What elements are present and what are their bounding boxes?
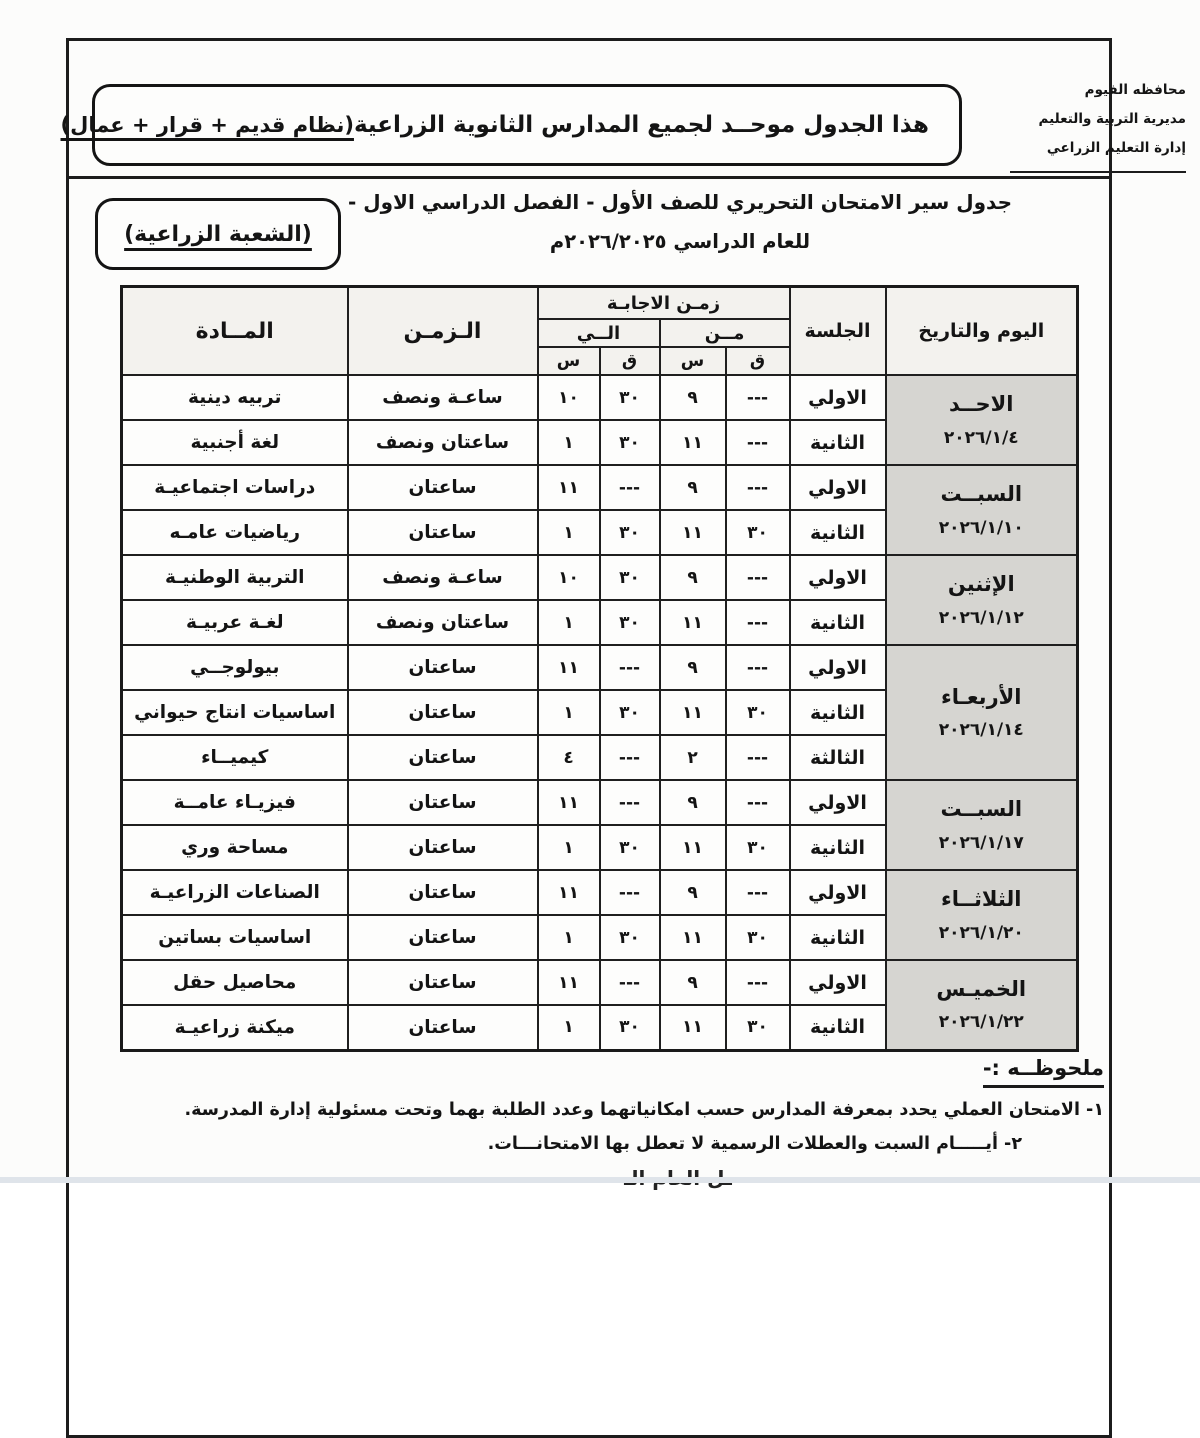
- session-cell: الثانية: [790, 510, 886, 555]
- notes-section: [94, 1056, 1104, 1154]
- day-date: ٢٠٢٦/١/٢٢: [938, 1012, 1024, 1033]
- day-name: الخميـس: [936, 977, 1027, 1002]
- duration-cell: ساعـة ونصف: [348, 555, 538, 600]
- note-item-2: ٢- أيـــــام السبت والعطلات الرسمية لا تعطل بها الامتحانـــات.: [487, 1134, 1022, 1154]
- session-cell: الثانية: [790, 1005, 886, 1050]
- header-from-hours: س: [660, 347, 726, 375]
- subject-cell: لغة أجنبية: [122, 420, 348, 465]
- table-row: [122, 780, 1078, 825]
- day-name: الإثنين: [947, 572, 1015, 597]
- session-cell: الثالثة: [790, 735, 886, 780]
- day-date-cell: [886, 555, 1078, 645]
- day-date-cell: [886, 870, 1078, 960]
- to-hours-cell: ١١: [538, 780, 600, 825]
- to-minutes-cell: ٣٠: [600, 690, 660, 735]
- from-hours-cell: ٩: [660, 375, 726, 420]
- subject-cell: اساسيات بساتين: [122, 915, 348, 960]
- from-minutes-cell: ---: [726, 780, 790, 825]
- to-minutes-cell: ---: [600, 645, 660, 690]
- to-hours-cell: ١١: [538, 960, 600, 1005]
- to-hours-cell: ١١: [538, 870, 600, 915]
- to-hours-cell: ١٠: [538, 555, 600, 600]
- from-minutes-cell: ---: [726, 600, 790, 645]
- to-minutes-cell: ٣٠: [600, 375, 660, 420]
- header-to: الــي: [538, 319, 660, 347]
- duration-cell: ساعتان: [348, 645, 538, 690]
- to-minutes-cell: ٣٠: [600, 510, 660, 555]
- subject-cell: تربيه دينية: [122, 375, 348, 420]
- from-hours-cell: ٩: [660, 555, 726, 600]
- from-hours-cell: ١١: [660, 420, 726, 465]
- cutoff-text-fragment: [548, 1166, 808, 1177]
- day-name: السبــت: [940, 482, 1023, 507]
- to-hours-cell: ١: [538, 600, 600, 645]
- subject-cell: اساسيات انتاج حيواني: [122, 690, 348, 735]
- session-cell: الاولي: [790, 960, 886, 1005]
- exam-schedule-table: [120, 285, 1079, 1052]
- to-minutes-cell: ٣٠: [600, 600, 660, 645]
- from-minutes-cell: ٣٠: [726, 510, 790, 555]
- day-date-cell: [886, 645, 1078, 780]
- table-row: [122, 960, 1078, 1005]
- to-hours-cell: ١: [538, 420, 600, 465]
- to-hours-cell: ٤: [538, 735, 600, 780]
- subject-cell: رياضيات عامـه: [122, 510, 348, 555]
- banner-title: هذا الجدول موحــد لجميع المدارس الثانوية الزراعية: [353, 112, 929, 138]
- from-minutes-cell: ---: [726, 375, 790, 420]
- subject-cell: دراسات اجتماعيـة: [122, 465, 348, 510]
- header-answer-time: زمـن الاجابـة: [538, 287, 790, 320]
- table-row: [122, 870, 1078, 915]
- session-cell: الاولي: [790, 555, 886, 600]
- session-cell: الثانية: [790, 915, 886, 960]
- day-date: ٢٠٢٦/١/٢٠: [938, 922, 1024, 943]
- duration-cell: ساعتان: [348, 915, 538, 960]
- session-cell: الاولي: [790, 375, 886, 420]
- schedule-table-body: [122, 375, 1078, 1050]
- day-date-cell: [886, 960, 1078, 1050]
- section-badge: [95, 198, 341, 270]
- session-cell: الثانية: [790, 825, 886, 870]
- from-hours-cell: ١١: [660, 915, 726, 960]
- document-subtitle: [330, 190, 1030, 253]
- to-minutes-cell: ---: [600, 735, 660, 780]
- from-hours-cell: ١١: [660, 600, 726, 645]
- session-cell: الاولي: [790, 465, 886, 510]
- notes-title: ملحوظــه :-: [983, 1056, 1104, 1088]
- duration-cell: ساعتان: [348, 735, 538, 780]
- from-hours-cell: ٢: [660, 735, 726, 780]
- session-cell: الاولي: [790, 645, 886, 690]
- table-row: [122, 555, 1078, 600]
- from-minutes-cell: ---: [726, 645, 790, 690]
- header-from-minutes: ق: [726, 347, 790, 375]
- to-hours-cell: ١٠: [538, 375, 600, 420]
- from-minutes-cell: ٣٠: [726, 1005, 790, 1050]
- day-date: ٢٠٢٦/١/١٠: [938, 517, 1024, 538]
- duration-cell: ساعتان: [348, 1005, 538, 1050]
- duration-cell: ساعتان: [348, 960, 538, 1005]
- duration-cell: ساعتان: [348, 690, 538, 735]
- exam-schedule-title: جدول سير الامتحان التحريري للصف الأول - الفصل الدراسي الاول -: [348, 190, 1012, 214]
- day-name: الثلاثــاء: [941, 887, 1022, 912]
- title-banner: [60, 84, 962, 166]
- to-minutes-cell: ٣٠: [600, 420, 660, 465]
- from-minutes-cell: ---: [726, 735, 790, 780]
- day-date: ٢٠٢٦/١/١٢: [938, 607, 1024, 628]
- table-row: [122, 375, 1078, 420]
- session-cell: الاولي: [790, 870, 886, 915]
- subject-cell: ميكنة زراعيـة: [122, 1005, 348, 1050]
- duration-cell: ساعتان: [348, 465, 538, 510]
- day-date-cell: [886, 780, 1078, 870]
- header-divider-line: [66, 176, 1112, 179]
- header-to-minutes: ق: [600, 347, 660, 375]
- duration-cell: ساعـة ونصف: [348, 375, 538, 420]
- from-hours-cell: ١١: [660, 825, 726, 870]
- banner-system-note: (نظام قديم + قرار + عمال): [60, 113, 354, 137]
- duration-cell: ساعتان: [348, 510, 538, 555]
- day-name: الاحــد: [949, 392, 1014, 417]
- to-hours-cell: ١: [538, 510, 600, 555]
- from-hours-cell: ١١: [660, 690, 726, 735]
- session-cell: الثانية: [790, 600, 886, 645]
- session-cell: الاولي: [790, 780, 886, 825]
- subject-cell: كيميــاء: [122, 735, 348, 780]
- from-minutes-cell: ---: [726, 465, 790, 510]
- subject-cell: مساحة وري: [122, 825, 348, 870]
- to-hours-cell: ١: [538, 915, 600, 960]
- day-date: ٢٠٢٦/١/١٧: [938, 832, 1024, 853]
- table-header: [122, 287, 1078, 376]
- to-minutes-cell: ٣٠: [600, 1005, 660, 1050]
- from-hours-cell: ٩: [660, 645, 726, 690]
- header-subject: المــادة: [122, 287, 348, 376]
- from-minutes-cell: ---: [726, 555, 790, 600]
- to-hours-cell: ١: [538, 825, 600, 870]
- letterhead-department: إدارة التعليم الزراعي: [1046, 140, 1186, 157]
- duration-cell: ساعتان: [348, 780, 538, 825]
- subject-cell: الصناعات الزراعيـة: [122, 870, 348, 915]
- to-minutes-cell: ---: [600, 465, 660, 510]
- section-badge-label: (الشعبة الزراعية): [124, 221, 312, 247]
- from-minutes-cell: ---: [726, 960, 790, 1005]
- day-date: ٢٠٢٦/١/١٤: [938, 720, 1024, 741]
- from-minutes-cell: ٣٠: [726, 825, 790, 870]
- letterhead-governorate: محافظه الفيوم: [1084, 82, 1186, 98]
- day-name: السبــت: [940, 797, 1023, 822]
- from-hours-cell: ٩: [660, 960, 726, 1005]
- to-minutes-cell: ٣٠: [600, 825, 660, 870]
- to-minutes-cell: ٣٠: [600, 555, 660, 600]
- from-minutes-cell: ---: [726, 870, 790, 915]
- duration-cell: ساعتان: [348, 870, 538, 915]
- header-from: مــن: [660, 319, 790, 347]
- from-hours-cell: ١١: [660, 1005, 726, 1050]
- academic-year: للعام الدراسي ٢٠٢٦/٢٠٢٥م: [549, 230, 811, 253]
- subject-cell: التربية الوطنيـة: [122, 555, 348, 600]
- day-date-cell: [886, 465, 1078, 555]
- from-minutes-cell: ---: [726, 420, 790, 465]
- from-hours-cell: ١١: [660, 510, 726, 555]
- from-hours-cell: ٩: [660, 465, 726, 510]
- letterhead-directorate: مديرية التربية والتعليم: [1038, 111, 1186, 128]
- scan-edge-strip: [0, 1177, 1200, 1183]
- from-hours-cell: ٩: [660, 870, 726, 915]
- day-date-cell: [886, 375, 1078, 465]
- duration-cell: ساعتان ونصف: [348, 420, 538, 465]
- subject-cell: محاصيل حقل: [122, 960, 348, 1005]
- session-cell: الثانية: [790, 420, 886, 465]
- note-item-1: ١- الامتحان العملي يحدد بمعرفة المدارس حسب امكانياتهما وعدد الطلبة بهما وتحت مسئولية إدارة المدرسة.: [184, 1100, 1104, 1120]
- from-hours-cell: ٩: [660, 780, 726, 825]
- header-day-date: اليوم والتاريخ: [886, 287, 1078, 376]
- table-row: [122, 465, 1078, 510]
- to-minutes-cell: ---: [600, 780, 660, 825]
- subject-cell: بيولوجــي: [122, 645, 348, 690]
- from-minutes-cell: ٣٠: [726, 915, 790, 960]
- table-row: [122, 645, 1078, 690]
- to-hours-cell: ١: [538, 690, 600, 735]
- duration-cell: ساعتان: [348, 825, 538, 870]
- from-minutes-cell: ٣٠: [726, 690, 790, 735]
- day-name: الأربعـاء: [941, 684, 1022, 709]
- letterhead: [1010, 76, 1186, 173]
- to-minutes-cell: ٣٠: [600, 915, 660, 960]
- to-hours-cell: ١: [538, 1005, 600, 1050]
- to-hours-cell: ١١: [538, 465, 600, 510]
- subject-cell: فيزيـاء عامــة: [122, 780, 348, 825]
- day-date: ٢٠٢٦/١/٤: [943, 427, 1019, 448]
- subject-cell: لغـة عربيـة: [122, 600, 348, 645]
- header-duration: الـزمـن: [348, 287, 538, 376]
- header-session: الجلسة: [790, 287, 886, 376]
- to-hours-cell: ١١: [538, 645, 600, 690]
- header-to-hours: س: [538, 347, 600, 375]
- to-minutes-cell: ---: [600, 870, 660, 915]
- session-cell: الثانية: [790, 690, 886, 735]
- to-minutes-cell: ---: [600, 960, 660, 1005]
- duration-cell: ساعتان ونصف: [348, 600, 538, 645]
